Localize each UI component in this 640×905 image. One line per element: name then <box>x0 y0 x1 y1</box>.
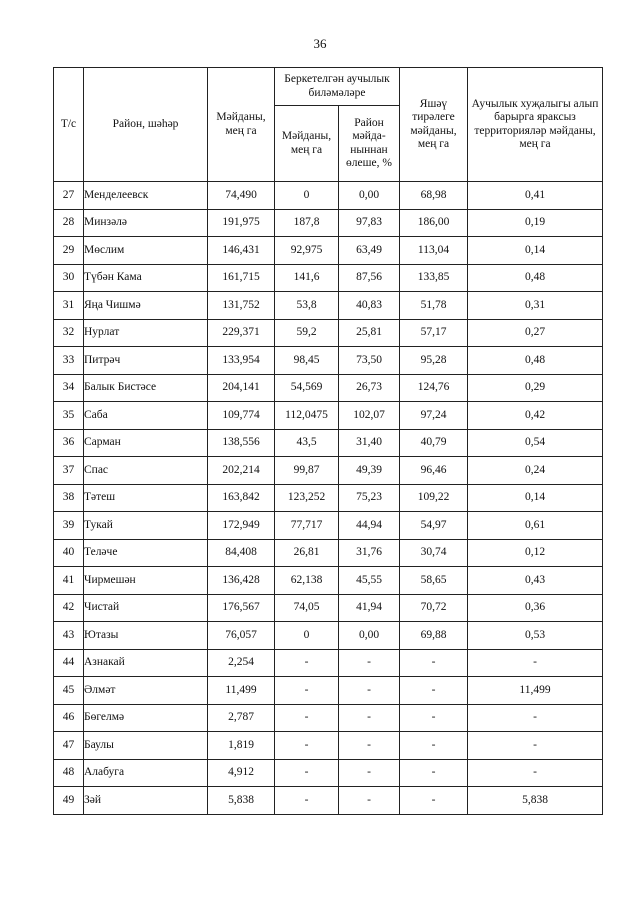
protected-area: - <box>275 732 339 760</box>
table-body <box>54 182 603 815</box>
protected-area: 59,2 <box>275 319 339 347</box>
unsuitable-area: 5,838 <box>468 787 603 815</box>
row-number: 40 <box>54 539 84 567</box>
unsuitable-area: 11,499 <box>468 677 603 705</box>
row-number: 41 <box>54 567 84 595</box>
protected-share: 87,56 <box>339 264 400 292</box>
district-area: 191,975 <box>208 209 275 237</box>
protected-area: 43,5 <box>275 429 339 457</box>
habitat-area: 51,78 <box>400 292 468 320</box>
header-unsuitable: Аучылык хуҗалыгы алып барырга яраксыз территорияләр мәйданы, мең га <box>468 68 603 182</box>
district-name: Баулы <box>84 732 208 760</box>
district-name: Чистай <box>84 594 208 622</box>
district-area-table <box>53 67 603 815</box>
row-number: 37 <box>54 457 84 485</box>
district-area: 5,838 <box>208 787 275 815</box>
habitat-area: - <box>400 787 468 815</box>
unsuitable-area: 0,19 <box>468 209 603 237</box>
district-name: Түбән Кама <box>84 264 208 292</box>
habitat-area: 68,98 <box>400 182 468 210</box>
protected-area: 54,569 <box>275 374 339 402</box>
protected-share: 44,94 <box>339 512 400 540</box>
district-name: Минзәлә <box>84 209 208 237</box>
row-number: 47 <box>54 732 84 760</box>
district-area: 1,819 <box>208 732 275 760</box>
table-row <box>54 677 603 705</box>
protected-share: - <box>339 677 400 705</box>
district-area: 161,715 <box>208 264 275 292</box>
district-name: Чирмешән <box>84 567 208 595</box>
protected-share: 31,76 <box>339 539 400 567</box>
habitat-area: 109,22 <box>400 484 468 512</box>
protected-share: 31,40 <box>339 429 400 457</box>
unsuitable-area: - <box>468 732 603 760</box>
protected-area: 187,8 <box>275 209 339 237</box>
protected-share: 25,81 <box>339 319 400 347</box>
protected-area: 92,975 <box>275 237 339 265</box>
habitat-area: - <box>400 704 468 732</box>
district-area: 84,408 <box>208 539 275 567</box>
table-row <box>54 319 603 347</box>
district-name: Алабуга <box>84 759 208 787</box>
protected-area: 141,6 <box>275 264 339 292</box>
district-name: Зәй <box>84 787 208 815</box>
district-area: 163,842 <box>208 484 275 512</box>
table-row <box>54 209 603 237</box>
table-row <box>54 484 603 512</box>
district-name: Балык Бистәсе <box>84 374 208 402</box>
protected-area: - <box>275 677 339 705</box>
unsuitable-area: 0,48 <box>468 347 603 375</box>
protected-share: - <box>339 704 400 732</box>
district-name: Спас <box>84 457 208 485</box>
protected-area: - <box>275 787 339 815</box>
table-row <box>54 567 603 595</box>
protected-area: 77,717 <box>275 512 339 540</box>
district-name: Азнакай <box>84 649 208 677</box>
unsuitable-area: - <box>468 704 603 732</box>
habitat-area: 97,24 <box>400 402 468 430</box>
header-protected-group: Беркетелгән аучылык биләмәләре <box>275 68 400 106</box>
habitat-area: 30,74 <box>400 539 468 567</box>
row-number: 33 <box>54 347 84 375</box>
table-row <box>54 292 603 320</box>
unsuitable-area: 0,42 <box>468 402 603 430</box>
protected-share: 75,23 <box>339 484 400 512</box>
row-number: 38 <box>54 484 84 512</box>
row-number: 43 <box>54 622 84 650</box>
table-row <box>54 182 603 210</box>
protected-share: 41,94 <box>339 594 400 622</box>
habitat-area: 57,17 <box>400 319 468 347</box>
habitat-area: 96,46 <box>400 457 468 485</box>
district-name: Нурлат <box>84 319 208 347</box>
table-row <box>54 347 603 375</box>
row-number: 34 <box>54 374 84 402</box>
table-row <box>54 594 603 622</box>
page-number: 36 <box>313 36 327 51</box>
district-area: 138,556 <box>208 429 275 457</box>
habitat-area: 54,97 <box>400 512 468 540</box>
district-area: 4,912 <box>208 759 275 787</box>
unsuitable-area: 0,61 <box>468 512 603 540</box>
protected-share: - <box>339 732 400 760</box>
row-number: 36 <box>54 429 84 457</box>
district-name: Мөслим <box>84 237 208 265</box>
habitat-area: 95,28 <box>400 347 468 375</box>
table-row <box>54 622 603 650</box>
habitat-area: 69,88 <box>400 622 468 650</box>
table-row <box>54 759 603 787</box>
unsuitable-area: - <box>468 759 603 787</box>
protected-share: 0,00 <box>339 622 400 650</box>
habitat-area: 40,79 <box>400 429 468 457</box>
row-number: 46 <box>54 704 84 732</box>
table-row <box>54 539 603 567</box>
unsuitable-area: 0,14 <box>468 237 603 265</box>
protected-area: - <box>275 649 339 677</box>
protected-share: 26,73 <box>339 374 400 402</box>
protected-area: 112,0475 <box>275 402 339 430</box>
habitat-area: - <box>400 649 468 677</box>
table-row <box>54 374 603 402</box>
unsuitable-area: 0,14 <box>468 484 603 512</box>
district-area: 176,567 <box>208 594 275 622</box>
district-area: 229,371 <box>208 319 275 347</box>
district-name: Бөгелмә <box>84 704 208 732</box>
habitat-area: - <box>400 677 468 705</box>
protected-area: 26,81 <box>275 539 339 567</box>
row-number: 31 <box>54 292 84 320</box>
district-name: Саба <box>84 402 208 430</box>
header-protected-share: Район мәйда-ныннан өлеше, % <box>339 106 400 182</box>
habitat-area: 186,00 <box>400 209 468 237</box>
header-protected-area: Мәйданы, мең га <box>275 106 339 182</box>
district-name: Сарман <box>84 429 208 457</box>
row-number: 39 <box>54 512 84 540</box>
table-row <box>54 732 603 760</box>
district-name: Питрәч <box>84 347 208 375</box>
protected-share: 97,83 <box>339 209 400 237</box>
unsuitable-area: 0,29 <box>468 374 603 402</box>
protected-area: - <box>275 704 339 732</box>
row-number: 45 <box>54 677 84 705</box>
district-name: Тукай <box>84 512 208 540</box>
unsuitable-area: 0,53 <box>468 622 603 650</box>
protected-area: 98,45 <box>275 347 339 375</box>
row-number: 44 <box>54 649 84 677</box>
district-area: 204,141 <box>208 374 275 402</box>
protected-area: 62,138 <box>275 567 339 595</box>
row-number: 29 <box>54 237 84 265</box>
district-area: 76,057 <box>208 622 275 650</box>
protected-share: - <box>339 759 400 787</box>
unsuitable-area: 0,31 <box>468 292 603 320</box>
protected-share: - <box>339 787 400 815</box>
row-number: 30 <box>54 264 84 292</box>
protected-area: 0 <box>275 622 339 650</box>
district-area: 74,490 <box>208 182 275 210</box>
district-name: Теләче <box>84 539 208 567</box>
table-row <box>54 237 603 265</box>
unsuitable-area: - <box>468 649 603 677</box>
protected-area: - <box>275 759 339 787</box>
row-number: 49 <box>54 787 84 815</box>
protected-share: 45,55 <box>339 567 400 595</box>
unsuitable-area: 0,24 <box>468 457 603 485</box>
district-area: 136,428 <box>208 567 275 595</box>
table-row <box>54 649 603 677</box>
unsuitable-area: 0,43 <box>468 567 603 595</box>
protected-share: 102,07 <box>339 402 400 430</box>
row-number: 28 <box>54 209 84 237</box>
district-name: Менделеевск <box>84 182 208 210</box>
district-name: Тәтеш <box>84 484 208 512</box>
district-area: 202,214 <box>208 457 275 485</box>
unsuitable-area: 0,27 <box>468 319 603 347</box>
row-number: 42 <box>54 594 84 622</box>
district-area: 146,431 <box>208 237 275 265</box>
header-num: Т/с <box>54 68 84 182</box>
protected-share: 0,00 <box>339 182 400 210</box>
habitat-area: 70,72 <box>400 594 468 622</box>
unsuitable-area: 0,12 <box>468 539 603 567</box>
unsuitable-area: 0,48 <box>468 264 603 292</box>
protected-share: 49,39 <box>339 457 400 485</box>
district-area: 131,752 <box>208 292 275 320</box>
unsuitable-area: 0,36 <box>468 594 603 622</box>
protected-area: 0 <box>275 182 339 210</box>
habitat-area: 113,04 <box>400 237 468 265</box>
unsuitable-area: 0,54 <box>468 429 603 457</box>
table-row <box>54 704 603 732</box>
district-area: 2,254 <box>208 649 275 677</box>
table-row <box>54 457 603 485</box>
row-number: 32 <box>54 319 84 347</box>
header-area: Мәйданы, мең га <box>208 68 275 182</box>
protected-area: 99,87 <box>275 457 339 485</box>
protected-area: 123,252 <box>275 484 339 512</box>
row-number: 48 <box>54 759 84 787</box>
table-row <box>54 787 603 815</box>
protected-share: 63,49 <box>339 237 400 265</box>
district-name: Яңа Чишмә <box>84 292 208 320</box>
protected-share: - <box>339 649 400 677</box>
table-row <box>54 264 603 292</box>
district-area: 11,499 <box>208 677 275 705</box>
habitat-area: - <box>400 732 468 760</box>
header-habitat: Яшәү тирәлеге мәйданы, мең га <box>400 68 468 182</box>
habitat-area: 133,85 <box>400 264 468 292</box>
unsuitable-area: 0,41 <box>468 182 603 210</box>
district-name: Ютазы <box>84 622 208 650</box>
district-area: 133,954 <box>208 347 275 375</box>
protected-area: 74,05 <box>275 594 339 622</box>
district-area: 2,787 <box>208 704 275 732</box>
header-district: Район, шәһәр <box>84 68 208 182</box>
row-number: 27 <box>54 182 84 210</box>
protected-area: 53,8 <box>275 292 339 320</box>
habitat-area: - <box>400 759 468 787</box>
district-area: 172,949 <box>208 512 275 540</box>
table-row <box>54 512 603 540</box>
protected-share: 40,83 <box>339 292 400 320</box>
district-name: Әлмәт <box>84 677 208 705</box>
protected-share: 73,50 <box>339 347 400 375</box>
habitat-area: 58,65 <box>400 567 468 595</box>
district-area: 109,774 <box>208 402 275 430</box>
table-row <box>54 402 603 430</box>
row-number: 35 <box>54 402 84 430</box>
habitat-area: 124,76 <box>400 374 468 402</box>
table-row <box>54 429 603 457</box>
